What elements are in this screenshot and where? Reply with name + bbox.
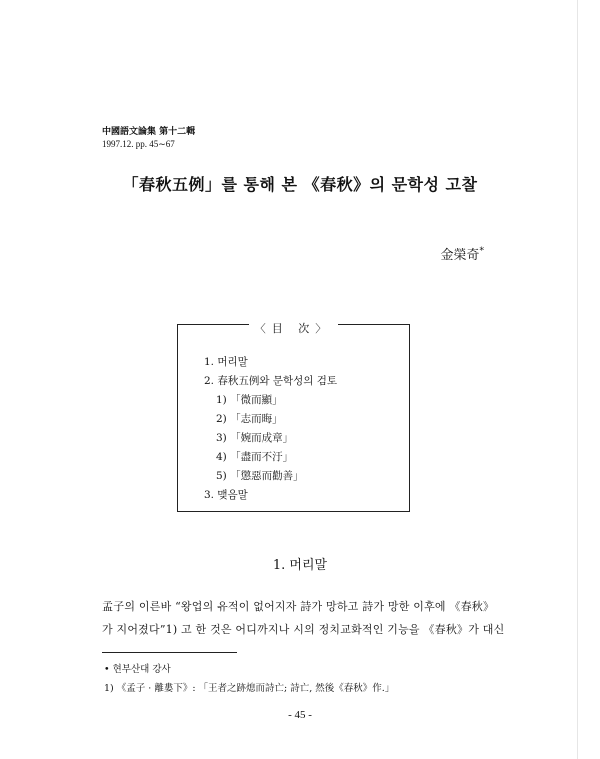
author-footnote-mark: *: [479, 246, 484, 257]
table-of-contents: [177, 324, 410, 512]
author: [440, 244, 484, 263]
toc-item: 2. 春秋五例와 문학성의 검토: [204, 375, 338, 387]
toc-list: [204, 353, 337, 505]
paper-title: 「春秋五例」를 통해 본 《春秋》의 문학성 고찰: [122, 175, 478, 194]
toc-item: 1. 머리말: [204, 356, 248, 368]
journal-header: 中國語文論集 第十二輯: [102, 127, 196, 137]
publication-info: 1997.12. pp. 45∼67: [102, 139, 175, 149]
toc-subitem: 3) 「婉而成章」: [216, 432, 294, 444]
author-name: 金榮奇: [440, 248, 480, 263]
footnote-author-affiliation: • 현부산대 강사: [104, 664, 171, 675]
toc-subitem: 1) 「微而顯」: [216, 394, 283, 406]
scan-edge: [577, 0, 600, 759]
toc-subitem: 5) 「懲惡而勸善」: [216, 470, 304, 482]
body-text-line: 孟子의 이른바 “왕업의 유적이 없어지자 詩가 망하고 詩가 망한 이후에 《春秋》: [102, 600, 495, 613]
section-heading: 1. 머리말: [272, 558, 328, 573]
body-text-line: 가 지어졌다”1) 고 한 것은 어디까지나 시의 정치교화적인 기능을 《春秋》가 대신: [102, 623, 505, 636]
footnote: 1) 《孟子 · 離婁下》: 「王者之跡熄而詩亡; 詩亡, 然後《春秋》作.」: [104, 683, 395, 694]
toc-heading: 〈目 次〉: [249, 322, 339, 335]
page-number: - 45 -: [288, 709, 312, 721]
toc-subitem: 2) 「志而晦」: [216, 413, 283, 425]
footnote-divider: [102, 652, 237, 653]
toc-subitem: 4) 「盡而不汙」: [216, 451, 294, 463]
toc-item: 3. 맺음말: [204, 489, 248, 501]
